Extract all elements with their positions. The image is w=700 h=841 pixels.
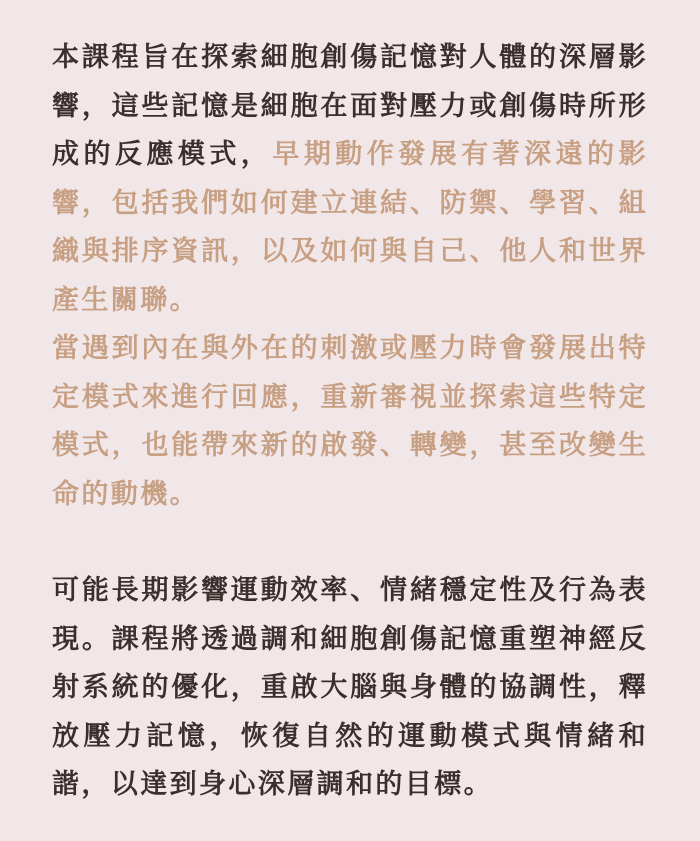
outcome-paragraph: 可能長期影響運動效率、情緒穩定性及行為表現。課程將透過調和細胞創傷記憶重塑神經反射系統的優化，重啟大腦與身體的協調性，釋放壓力記憶，恢復自然的運動模式與情緒和諧，以達到身心深層調和的目標。	[52, 575, 648, 800]
course-description	[52, 34, 648, 810]
patterns-paragraph: 當遇到內在與外在的刺激或壓力時會發展出特定模式來進行回應，重新審視並探索這些特定模式，也能帶來新的啟發、轉變，甚至改變生命的動機。	[52, 333, 648, 510]
paragraph-spacer	[52, 519, 648, 567]
intro-paragraph	[52, 34, 648, 325]
intro-dark-text: 本課程旨在探索細胞創傷記憶對人體的深層影響，這些記憶是細胞在面對壓力或創傷時所形成的反應模式，	[52, 42, 648, 170]
intro-accent-text: 早期動作發展有著深遠的影響，包括我們如何建立連結、防禦、學習、組織與排序資訊，以及如何與自己、他人和世界產生關聯。	[52, 139, 648, 316]
